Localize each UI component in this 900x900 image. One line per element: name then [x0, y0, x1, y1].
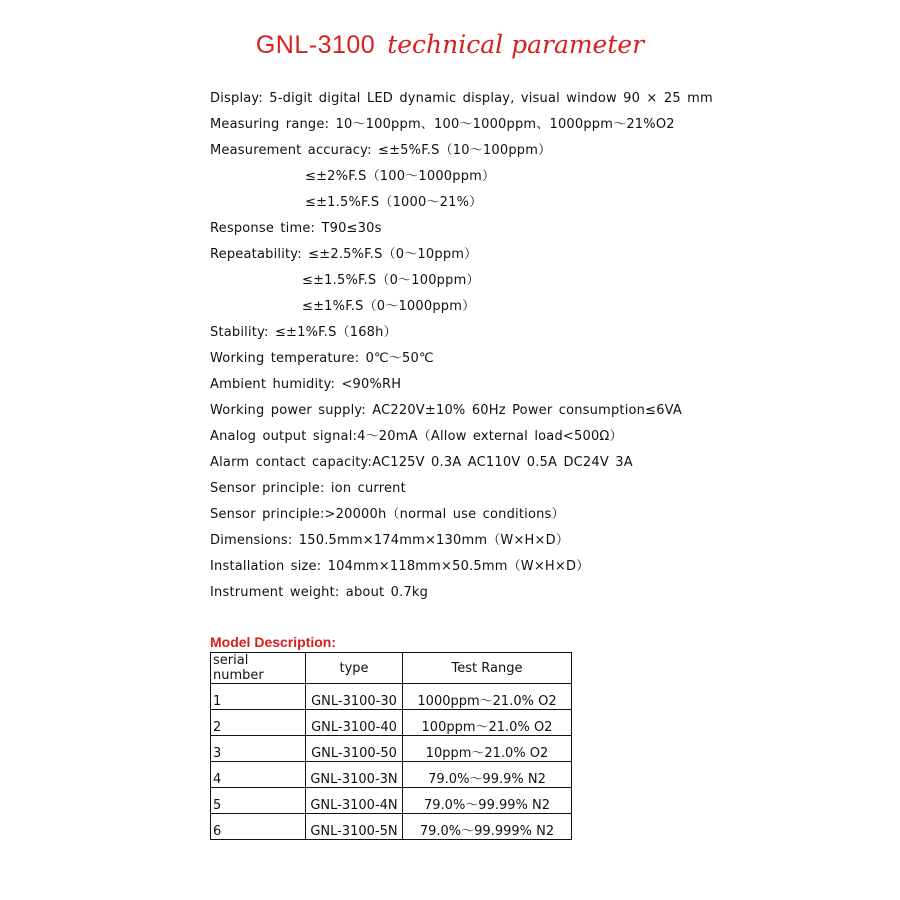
- cell-serial: 5: [211, 788, 306, 814]
- column-header-test-range: Test Range: [403, 653, 572, 684]
- cell-test-range: 1000ppm～21.0% O2: [403, 684, 572, 710]
- spec-alarm-contact: Alarm contact capacity:AC125V 0.3A AC110V 0.5A DC24V 3A: [210, 455, 633, 470]
- spec-ambient-humidity: Ambient humidity: <90%RH: [210, 377, 402, 392]
- cell-serial: 6: [211, 814, 306, 840]
- cell-type: GNL-3100-4N: [306, 788, 403, 814]
- cell-type: GNL-3100-30: [306, 684, 403, 710]
- spec-accuracy: Measurement accuracy: ≤±5%F.S（10～100ppm）: [210, 143, 552, 158]
- spec-accuracy-3: ≤±1.5%F.S（1000～21%）: [305, 195, 483, 210]
- table-row: [211, 814, 572, 840]
- spec-repeatability-2: ≤±1.5%F.S（0～100ppm）: [302, 273, 480, 288]
- cell-test-range: 100ppm～21.0% O2: [403, 710, 572, 736]
- table-row: [211, 710, 572, 736]
- table-row: [211, 788, 572, 814]
- cell-serial: 3: [211, 736, 306, 762]
- spec-analog-output: Analog output signal:4～20mA（Allow external load<500Ω）: [210, 429, 623, 444]
- cell-type: GNL-3100-40: [306, 710, 403, 736]
- cell-type: GNL-3100-5N: [306, 814, 403, 840]
- column-header-serial: serial number: [211, 653, 306, 684]
- spec-sensor-life: Sensor principle:>20000h（normal use conditions）: [210, 507, 565, 522]
- spec-dimensions: Dimensions: 150.5mm×174mm×130mm（W×H×D）: [210, 533, 570, 548]
- spec-power-supply: Working power supply: AC220V±10% 60Hz Power consumption≤6VA: [210, 403, 683, 418]
- cell-test-range: 79.0%～99.999% N2: [403, 814, 572, 840]
- spec-sensor-principle: Sensor principle: ion current: [210, 481, 406, 496]
- spec-list: [210, 86, 713, 606]
- model-table: [210, 652, 572, 840]
- model-description-heading: Model Description:: [210, 634, 337, 650]
- cell-type: GNL-3100-50: [306, 736, 403, 762]
- spec-installation-size: Installation size: 104mm×118mm×50.5mm（W×H×D）: [210, 559, 590, 574]
- title-model: GNL-3100: [255, 31, 376, 59]
- table-row: [211, 684, 572, 710]
- cell-serial: 1: [211, 684, 306, 710]
- cell-test-range: 79.0%～99.9% N2: [403, 762, 572, 788]
- table-header-row: [211, 653, 572, 684]
- cell-test-range: 10ppm～21.0% O2: [403, 736, 572, 762]
- spec-repeatability-3: ≤±1%F.S（0～1000ppm）: [302, 299, 476, 314]
- spec-stability: Stability: ≤±1%F.S（168h）: [210, 325, 397, 340]
- title-text: technical parameter: [387, 30, 645, 59]
- spec-working-temperature: Working temperature: 0℃～50℃: [210, 351, 434, 366]
- column-header-type: type: [306, 653, 403, 684]
- cell-type: GNL-3100-3N: [306, 762, 403, 788]
- cell-serial: 2: [211, 710, 306, 736]
- spec-repeatability: Repeatability: ≤±2.5%F.S（0～10ppm）: [210, 247, 478, 262]
- spec-display: Display: 5-digit digital LED dynamic display, visual window 90 × 25 mm: [210, 91, 713, 106]
- spec-measuring-range: Measuring range: 10～100ppm、100～1000ppm、1000ppm～21%O2: [210, 117, 675, 132]
- spec-accuracy-2: ≤±2%F.S（100～1000ppm）: [305, 169, 496, 184]
- spec-response-time: Response time: T90≤30s: [210, 221, 382, 236]
- table-row: [211, 762, 572, 788]
- table-row: [211, 736, 572, 762]
- spec-weight: Instrument weight: about 0.7kg: [210, 585, 429, 600]
- cell-test-range: 79.0%～99.99% N2: [403, 788, 572, 814]
- page-title: [0, 30, 900, 60]
- cell-serial: 4: [211, 762, 306, 788]
